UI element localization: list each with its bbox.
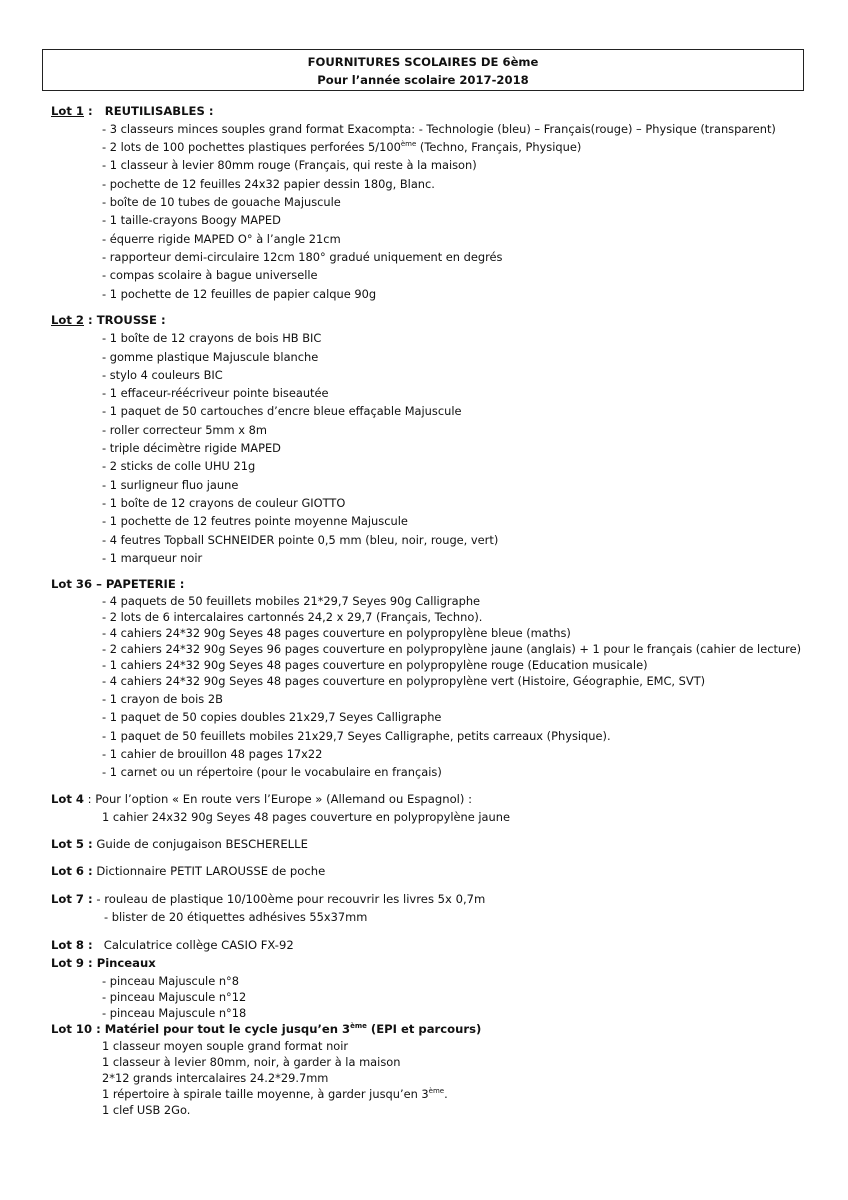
lot5-number: Lot 5 :: [51, 837, 93, 851]
lot36-item: - 4 cahiers 24*32 90g Seyes 48 pages couverture en polypropylène vert (Histoire, Géographie, EMC, SVT): [102, 674, 706, 688]
lot1-item: - 1 taille-crayons Boogy MAPED: [102, 213, 281, 227]
lot1-item: - équerre rigide MAPED O° à l’angle 21cm: [102, 232, 341, 246]
lot4-heading: [51, 792, 472, 806]
lot4-text: : Pour l’option « En route vers l’Europe » (Allemand ou Espagnol) :: [84, 792, 472, 806]
lot1-item: - rapporteur demi-circulaire 12cm 180° gradué uniquement en degrés: [102, 250, 503, 264]
lot8-number: Lot 8 :: [51, 938, 93, 952]
lot2-item: - 1 pochette de 12 feutres pointe moyenne Majuscule: [102, 514, 408, 528]
lot2-number: Lot 2: [51, 313, 84, 327]
lot2-item: - 4 feutres Topball SCHNEIDER pointe 0,5 mm (bleu, noir, rouge, vert): [102, 533, 499, 547]
lot10-item: 1 classeur à levier 80mm, noir, à garder à la maison: [102, 1055, 401, 1069]
title-box: [42, 49, 804, 91]
lot10-item: 1 classeur moyen souple grand format noir: [102, 1039, 349, 1053]
lot7-number: Lot 7 :: [51, 892, 93, 906]
lot10-item: 1 clef USB 2Go.: [102, 1103, 191, 1117]
lot36-item: - 1 cahier de brouillon 48 pages 17x22: [102, 747, 323, 761]
lot1-item: - pochette de 12 feuilles 24x32 papier dessin 180g, Blanc.: [102, 177, 435, 191]
lot2-item: - roller correcteur 5mm x 8m: [102, 423, 267, 437]
lot2-heading: [51, 313, 166, 327]
lot2-item: - 1 marqueur noir: [102, 551, 203, 565]
lot2-item: - triple décimètre rigide MAPED: [102, 441, 281, 455]
lot1-item: - 1 pochette de 12 feuilles de papier calque 90g: [102, 287, 377, 301]
lot9-item: - pinceau Majuscule n°8: [102, 974, 239, 988]
lot6-text: Dictionnaire PETIT LAROUSSE de poche: [92, 864, 326, 878]
lot2-item: - 2 sticks de colle UHU 21g: [102, 459, 256, 473]
lot1-number: Lot 1: [51, 104, 84, 118]
lot8-line: [51, 938, 294, 952]
lot6-line: [51, 864, 325, 878]
lot2-item: - 1 boîte de 12 crayons de couleur GIOTTO: [102, 496, 346, 510]
lot1-item: - compas scolaire à bague universelle: [102, 268, 318, 282]
lot2-item: - 1 boîte de 12 crayons de bois HB BIC: [102, 331, 322, 345]
lot7-item: - blister de 20 étiquettes adhésives 55x37mm: [104, 910, 368, 924]
lot8-text: Calculatrice collège CASIO FX-92: [103, 938, 294, 952]
lot1-heading: [51, 104, 213, 118]
lot5-text: Guide de conjugaison BESCHERELLE: [92, 837, 308, 851]
lot36-item: - 1 crayon de bois 2B: [102, 692, 223, 706]
lot1-title: REUTILISABLES :: [104, 104, 214, 118]
lot1-item: - 1 classeur à levier 80mm rouge (Français, qui reste à la maison): [102, 158, 477, 172]
lot36-item: - 1 paquet de 50 feuillets mobiles 21x29,7 Seyes Calligraphe, petits carreaux (Physique).: [102, 729, 611, 743]
lot36-item: - 2 cahiers 24*32 90g Seyes 96 pages couverture en polypropylène jaune (anglais) + 1 pour le français (cahier de lecture): [102, 642, 802, 656]
lot7-item: - rouleau de plastique 10/100ème pour recouvrir les livres 5x 0,7m: [92, 892, 486, 906]
lot36-heading: Lot 36 – PAPETERIE :: [51, 577, 185, 591]
lot1-item: - boîte de 10 tubes de gouache Majuscule: [102, 195, 341, 209]
lot36-item: - 4 paquets de 50 feuillets mobiles 21*29,7 Seyes 90g Calligraphe: [102, 594, 481, 608]
lot1-item: - 3 classeurs minces souples grand format Exacompta: - Technologie (bleu) – Français(rouge) – Physique (transparent): [102, 122, 776, 136]
lot2-item: - gomme plastique Majuscule blanche: [102, 350, 319, 364]
lot36-item: - 1 paquet de 50 copies doubles 21x29,7 Seyes Calligraphe: [102, 710, 442, 724]
page-subtitle: Pour l’année scolaire 2017-2018: [317, 73, 529, 87]
lot10-heading: Lot 10 : Matériel pour tout le cycle jusqu’en 3ème (EPI et parcours): [51, 1022, 482, 1036]
lot9-heading: Lot 9 : Pinceaux: [51, 956, 156, 970]
lot2-item: - 1 paquet de 50 cartouches d’encre bleue effaçable Majuscule: [102, 404, 462, 418]
lot2-item: - stylo 4 couleurs BIC: [102, 368, 223, 382]
lot36-item: - 4 cahiers 24*32 90g Seyes 48 pages couverture en polypropylène bleue (maths): [102, 626, 571, 640]
lot4-number: Lot 4: [51, 792, 84, 806]
lot6-number: Lot 6 :: [51, 864, 93, 878]
lot4-item: 1 cahier 24x32 90g Seyes 48 pages couverture en polypropylène jaune: [102, 810, 510, 824]
lot1-item: - 2 lots de 100 pochettes plastiques perforées 5/100ème (Techno, Français, Physique): [102, 140, 582, 154]
lot36-item: - 1 carnet ou un répertoire (pour le vocabulaire en français): [102, 765, 442, 779]
lot9-item: - pinceau Majuscule n°18: [102, 1006, 247, 1020]
lot2-title: : TROUSSE :: [84, 313, 166, 327]
lot2-item: - 1 effaceur-réécriveur pointe biseautée: [102, 386, 329, 400]
lot36-item: - 1 cahiers 24*32 90g Seyes 48 pages couverture en polypropylène rouge (Education musicale): [102, 658, 648, 672]
lot2-item: - 1 surligneur fluo jaune: [102, 478, 239, 492]
page-title: FOURNITURES SCOLAIRES DE 6ème: [307, 55, 539, 69]
lot5-line: [51, 837, 308, 851]
lot36-item: - 2 lots de 6 intercalaires cartonnés 24,2 x 29,7 (Français, Techno).: [102, 610, 483, 624]
lot1-sep: :: [84, 104, 93, 118]
lot7-line: [51, 892, 485, 906]
lot10-item: 2*12 grands intercalaires 24.2*29.7mm: [102, 1071, 329, 1085]
lot9-item: - pinceau Majuscule n°12: [102, 990, 247, 1004]
lot10-item: 1 répertoire à spirale taille moyenne, à garder jusqu’en 3ème.: [102, 1087, 448, 1101]
